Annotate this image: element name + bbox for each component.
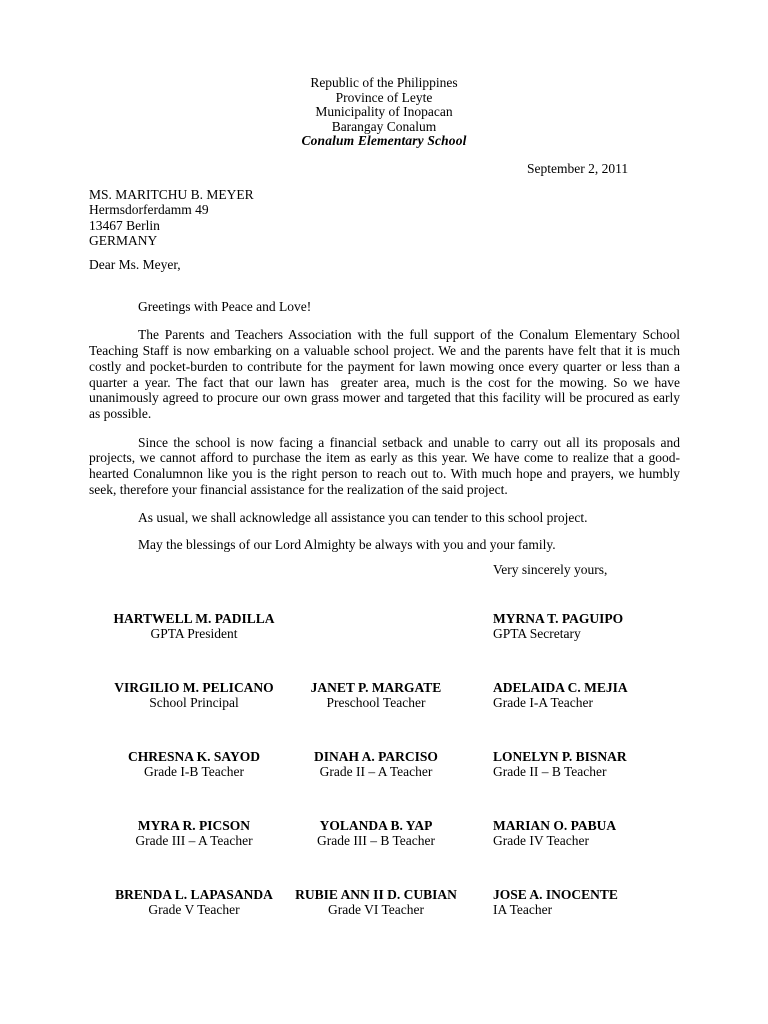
signatory-block (0, 612, 768, 957)
signatory-cell (288, 819, 464, 848)
letterhead-school-name: Conalum Elementary School (301, 133, 467, 149)
body-paragraph-3: As usual, we shall acknowledge all assistance you can tender to this school project. (138, 510, 588, 526)
recipient-country: GERMANY (89, 233, 158, 249)
salutation: Dear Ms. Meyer, (89, 257, 181, 272)
signatory-role: Preschool Teacher (326, 694, 426, 710)
letterhead-republic: Republic of the Philippines (310, 75, 458, 90)
signatory-name: JANET P. MARGATE (310, 680, 442, 695)
recipient-address (89, 187, 254, 249)
signatory-name: MYRA R. PICSON (137, 818, 251, 833)
signatory-role: School Principal (149, 694, 239, 710)
body-paragraph-4: May the blessings of our Lord Almighty be always with you and your family. (138, 537, 556, 553)
signatory-name: MYRNA T. PAGUIPO (493, 611, 624, 626)
closing-line: Very sincerely yours, (493, 562, 608, 577)
signatory-cell (106, 819, 282, 848)
signatory-name: LONELYN P. BISNAR (493, 749, 627, 764)
signatory-cell (493, 681, 669, 710)
signatory-role: GPTA President (150, 625, 238, 641)
signatory-cell (493, 612, 669, 641)
signatory-name: RUBIE ANN II D. CUBIAN (295, 887, 457, 902)
signatory-row (0, 612, 768, 681)
letter-body (89, 299, 684, 565)
body-paragraph-1: The Parents and Teachers Association with the full support of the Conalum Elementary School Teaching Staff is now embarking on a valuable school project. We and the parents have felt that it is much costly and pocket-burden to contribute for the payment for lawn mowing once every quarter or less than a quarter a year. The fact that our lawn has greater area, much is the cost for the mowing. So we have unanimously agreed to procure our own grass mower and targeted that this facility will be procured as early as possible. (89, 327, 684, 422)
signatory-role: Grade III – B Teacher (317, 832, 435, 848)
signatory-cell (106, 681, 282, 710)
letterhead-municipality: Municipality of Inopacan (315, 104, 453, 120)
letterhead (0, 76, 768, 149)
signatory-name: MARIAN O. PABUA (493, 818, 617, 833)
signatory-cell (106, 888, 282, 917)
signatory-role: Grade I-B Teacher (144, 763, 244, 779)
signatory-row (0, 750, 768, 819)
signatory-row (0, 819, 768, 888)
signatory-name: ADELAIDA C. MEJIA (493, 680, 628, 695)
body-paragraph-2: Since the school is now facing a financial setback and unable to carry out all its proposals and projects, we cannot afford to purchase the item as early as this year. We have come to realize that a good-hearted Conalumnon like you is the right person to reach out to. With much hope and prayers, we humbly seek, therefore your financial assistance for the realization of the said project. (89, 434, 684, 497)
signatory-role: Grade VI Teacher (327, 901, 424, 917)
signatory-name: JOSE A. INOCENTE (493, 887, 618, 902)
signatory-cell (493, 819, 669, 848)
signatory-role: Grade III – A Teacher (135, 832, 253, 848)
signatory-name: VIRGILIO M. PELICANO (114, 680, 274, 695)
recipient-name: MS. MARITCHU B. MEYER (89, 187, 254, 202)
signatory-cell (288, 681, 464, 710)
signatory-cell (106, 750, 282, 779)
letterhead-province: Province of Leyte (335, 89, 433, 105)
signatory-name: YOLANDA B. YAP (319, 818, 433, 833)
signatory-role: IA Teacher (493, 901, 553, 917)
signatory-role: Grade II – A Teacher (319, 763, 433, 779)
signatory-role: Grade I-A Teacher (493, 694, 593, 710)
signatory-role: Grade V Teacher (148, 901, 240, 917)
signatory-role: Grade IV Teacher (493, 832, 590, 848)
signatory-cell (106, 612, 282, 641)
signatory-name: HARTWELL M. PADILLA (113, 611, 275, 626)
signatory-cell (288, 888, 464, 917)
signatory-name: BRENDA L. LAPASANDA (115, 887, 273, 902)
recipient-city: 13467 Berlin (89, 217, 160, 233)
body-greeting: Greetings with Peace and Love! (138, 299, 312, 314)
signatory-row (0, 681, 768, 750)
signatory-cell (493, 750, 669, 779)
signatory-cell (288, 750, 464, 779)
signatory-role: GPTA Secretary (493, 625, 581, 641)
recipient-street: Hermsdorferdamm 49 (89, 202, 209, 218)
letterhead-barangay: Barangay Conalum (331, 118, 437, 134)
signatory-name: DINAH A. PARCISO (314, 749, 438, 764)
signatory-role: Grade II – B Teacher (493, 763, 607, 779)
signatory-name: CHRESNA K. SAYOD (128, 749, 260, 764)
signatory-cell (493, 888, 669, 917)
letter-date: September 2, 2011 (527, 161, 629, 176)
signatory-row (0, 888, 768, 957)
